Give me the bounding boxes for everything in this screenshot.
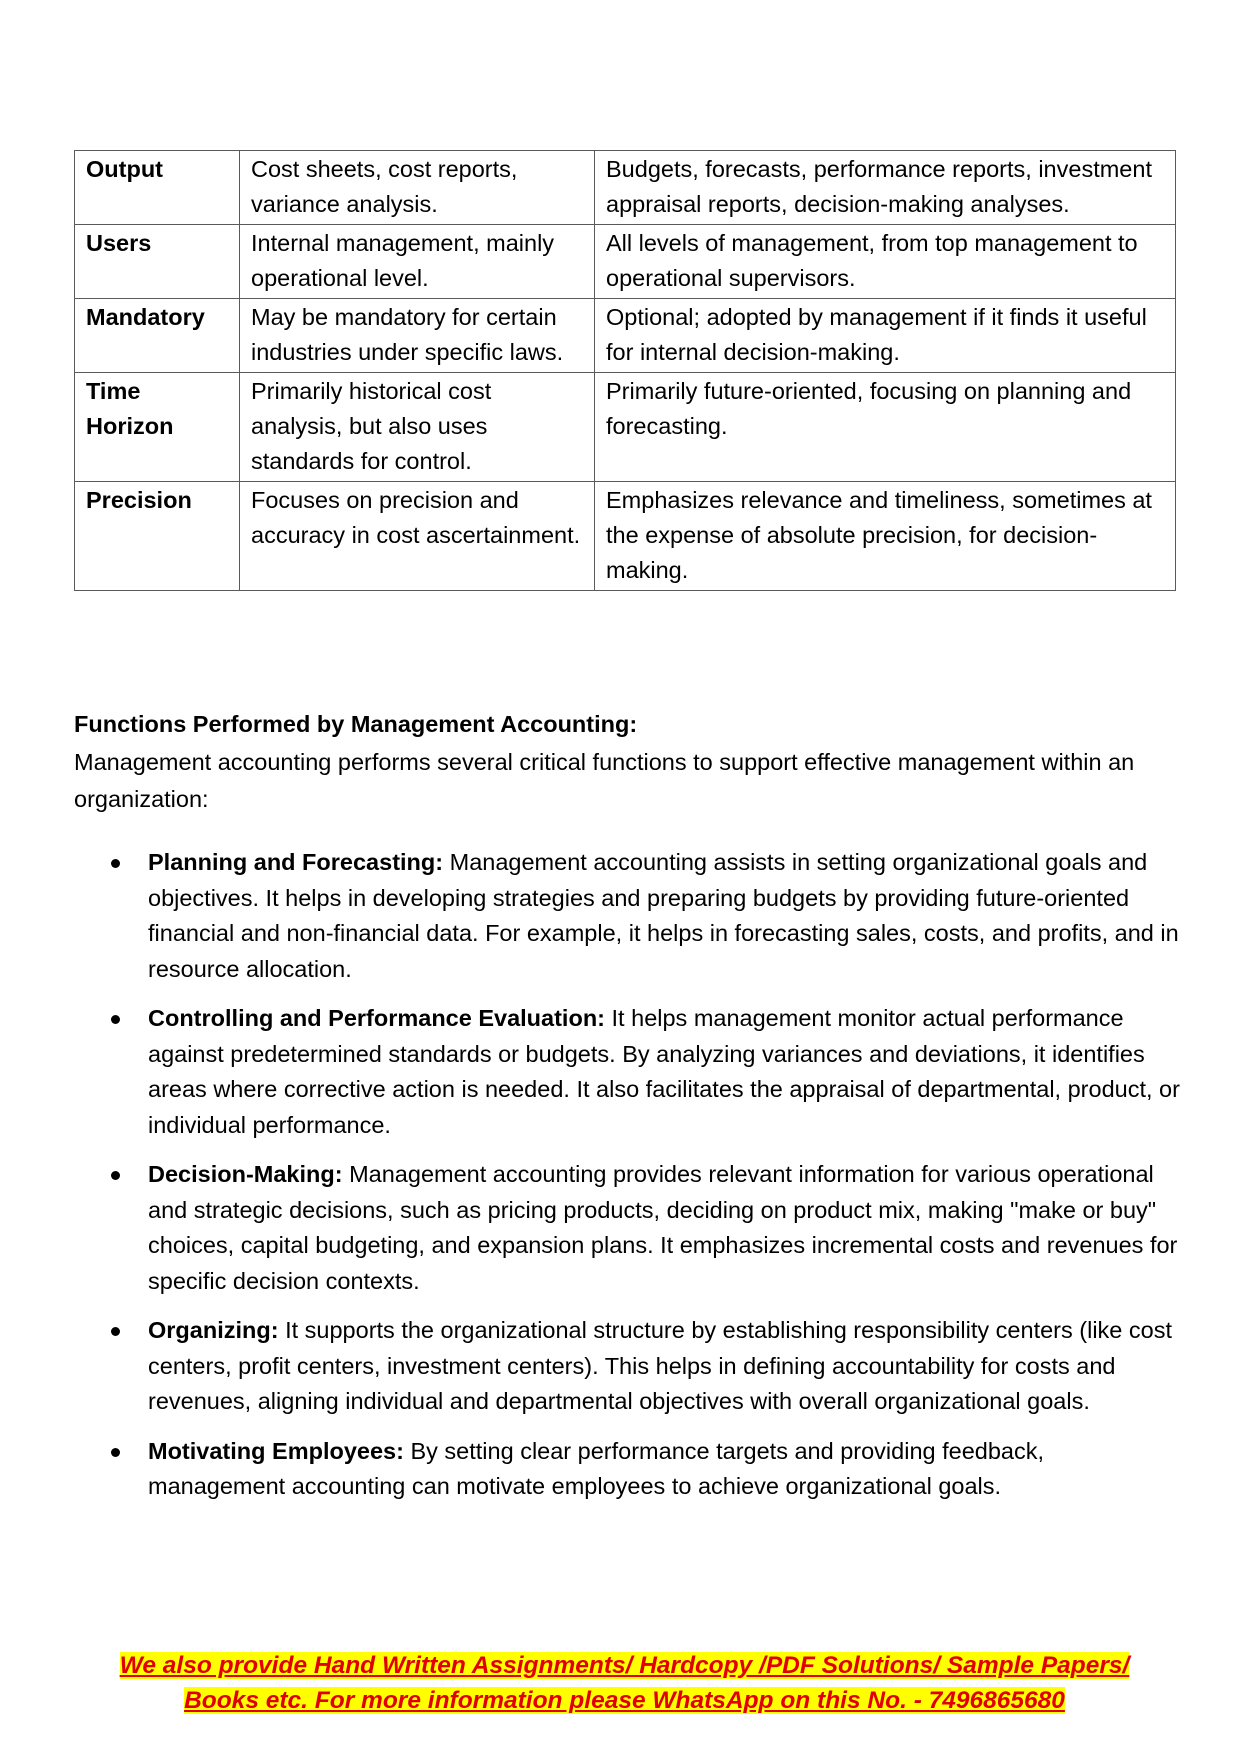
function-title: Motivating Employees: [148, 1437, 404, 1464]
row-label: Time Horizon [75, 373, 240, 482]
bullet-icon [111, 1171, 120, 1180]
bullet-icon [111, 859, 120, 868]
table-row [75, 373, 1176, 482]
cost-accounting-cell: May be mandatory for certain industries under specific laws. [240, 299, 595, 373]
management-accounting-cell: Emphasizes relevance and timeliness, sometimes at the expense of absolute precision, for decision-making. [595, 482, 1176, 591]
function-title: Organizing: [148, 1317, 279, 1343]
management-accounting-cell: Budgets, forecasts, performance reports, investment appraisal reports, decision-making analyses. [595, 151, 1176, 225]
row-label: Mandatory [75, 299, 240, 373]
promo-line-1: We also provide Hand Written Assignments/ Hardcopy /PDF Solutions/ Sample Papers/ [119, 1652, 1130, 1679]
table-row [75, 225, 1176, 299]
function-title: Planning and Forecasting: [148, 849, 444, 875]
function-text: Management accounting provides relevant information for various operational and strategic decisions, such as pricing products, deciding on product mix, making "make or buy" choices, capital budgeting, and expansion plans. It emphasizes incremental costs and revenues for specific decision contexts. [148, 1161, 1178, 1294]
function-text: Management accounting assists in setting organizational goals and objectives. It helps in developing strategies and preparing budgets by providing future-oriented financial and non-financial data. For example, it helps in forecasting sales, costs, and profits, and in resource allocation. [148, 849, 1179, 982]
list-item [74, 845, 1184, 987]
promo-banner [74, 1648, 1175, 1718]
list-item [74, 1313, 1184, 1420]
management-accounting-cell: Primarily future-oriented, focusing on planning and forecasting. [595, 373, 1176, 482]
comparison-table [74, 150, 1176, 591]
function-text: By setting clear performance targets and providing feedback, management accounting can motivate employees to achieve organizational goals. [148, 1437, 1045, 1499]
cost-accounting-cell: Primarily historical cost analysis, but also uses standards for control. [240, 373, 595, 482]
row-label: Precision [75, 482, 240, 591]
table-row [75, 482, 1176, 591]
bullet-icon [111, 1448, 120, 1457]
functions-list [74, 845, 1184, 1519]
section-intro: Management accounting performs several critical functions to support effective management within an organization: [74, 749, 1135, 812]
promo-line-2: Books etc. For more information please WhatsApp on this No. - 7496865680 [184, 1687, 1065, 1714]
bullet-icon [111, 1327, 120, 1336]
function-text: It helps management monitor actual performance against predetermined standards or budgets. By analyzing variances and deviations, it identifies areas where corrective action is needed. It also facilitates the appraisal of departmental, product, or individual performance. [148, 1005, 1180, 1138]
list-item [74, 1001, 1184, 1143]
management-accounting-cell: All levels of management, from top management to operational supervisors. [595, 225, 1176, 299]
function-title: Controlling and Performance Evaluation: [148, 1005, 605, 1031]
function-title: Decision-Making: [148, 1161, 343, 1187]
cost-accounting-cell: Cost sheets, cost reports, variance analysis. [240, 151, 595, 225]
bullet-icon [111, 1015, 120, 1024]
list-item [74, 1157, 1184, 1299]
function-text: It supports the organizational structure by establishing responsibility centers (like cost centers, profit centers, investment centers). This helps in defining accountability for costs and revenues, aligning individual and departmental objectives with overall organizational goals. [148, 1317, 1172, 1414]
list-item [74, 1434, 1184, 1505]
row-label: Users [75, 225, 240, 299]
management-accounting-cell: Optional; adopted by management if it finds it useful for internal decision-making. [595, 299, 1176, 373]
section-heading: Functions Performed by Management Accounting: [74, 711, 638, 737]
table-row [75, 299, 1176, 373]
row-label: Output [75, 151, 240, 225]
cost-accounting-cell: Focuses on precision and accuracy in cost ascertainment. [240, 482, 595, 591]
table-row [75, 151, 1176, 225]
cost-accounting-cell: Internal management, mainly operational level. [240, 225, 595, 299]
